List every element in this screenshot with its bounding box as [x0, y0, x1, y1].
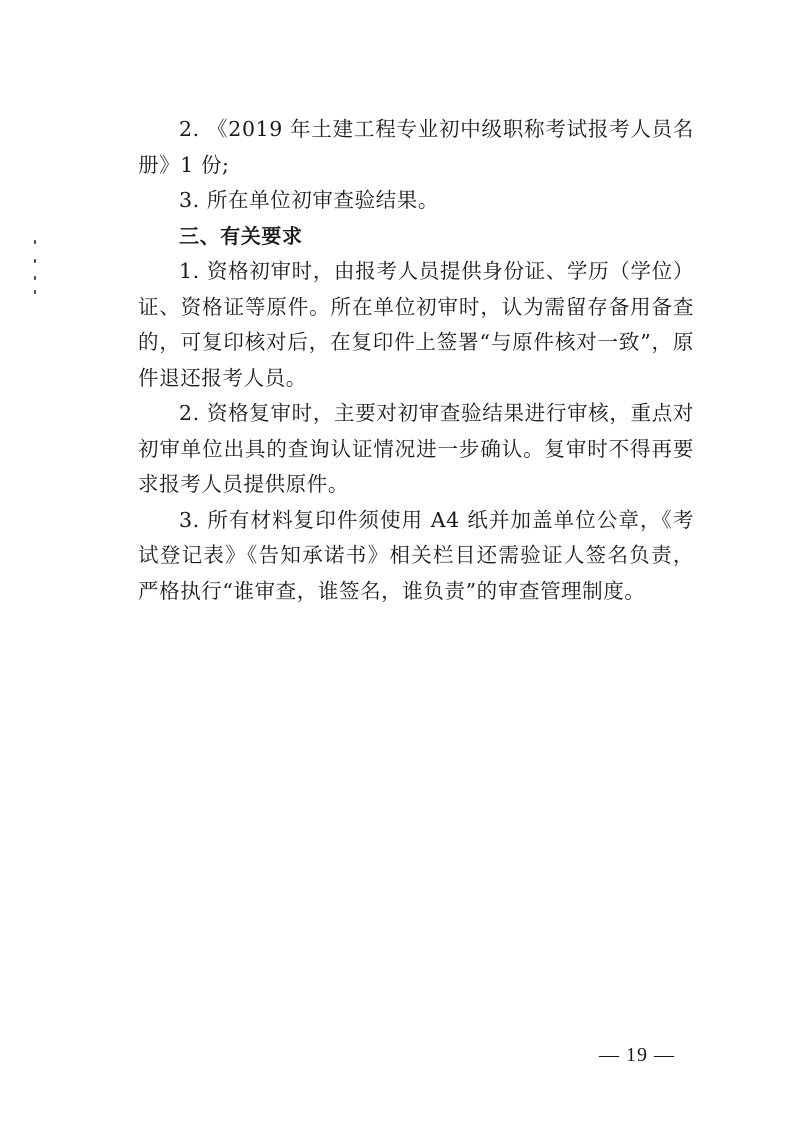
- requirement-1: 1. 资格初审时，由报考人员提供身份证、学历（学位）证、资格证等原件。所在单位初审时，认为需留存备用备查的，可复印核对后，在复印件上签署“与原件核对一致”，原件退还报考人员。: [138, 259, 694, 390]
- binding-mark: [34, 240, 36, 244]
- binding-mark: [34, 259, 36, 263]
- paragraph-item-3: 3. 所在单位初审查验结果。: [179, 188, 439, 212]
- paragraph-item-2: 2. 《2019 年土建工程专业初中级职称考试报考人员名册》1 份;: [138, 117, 694, 177]
- document-body: [138, 112, 694, 609]
- binding-mark: [34, 290, 36, 294]
- page-number: — 19 —: [599, 1044, 675, 1066]
- requirement-2: 2. 资格复审时，主要对初审查验结果进行审核，重点对初审单位出具的查询认证情况进一步确认。复审时不得再要求报考人员提供原件。: [138, 401, 694, 496]
- binding-mark: [34, 276, 36, 280]
- section-heading: 三、有关要求: [179, 223, 303, 248]
- requirement-3: 3. 所有材料复印件须使用 A4 纸并加盖单位公章，《考试登记表》《告知承诺书》相关栏目还需验证人签名负责，严格执行“谁审查，谁签名，谁负责”的审查管理制度。: [138, 507, 694, 603]
